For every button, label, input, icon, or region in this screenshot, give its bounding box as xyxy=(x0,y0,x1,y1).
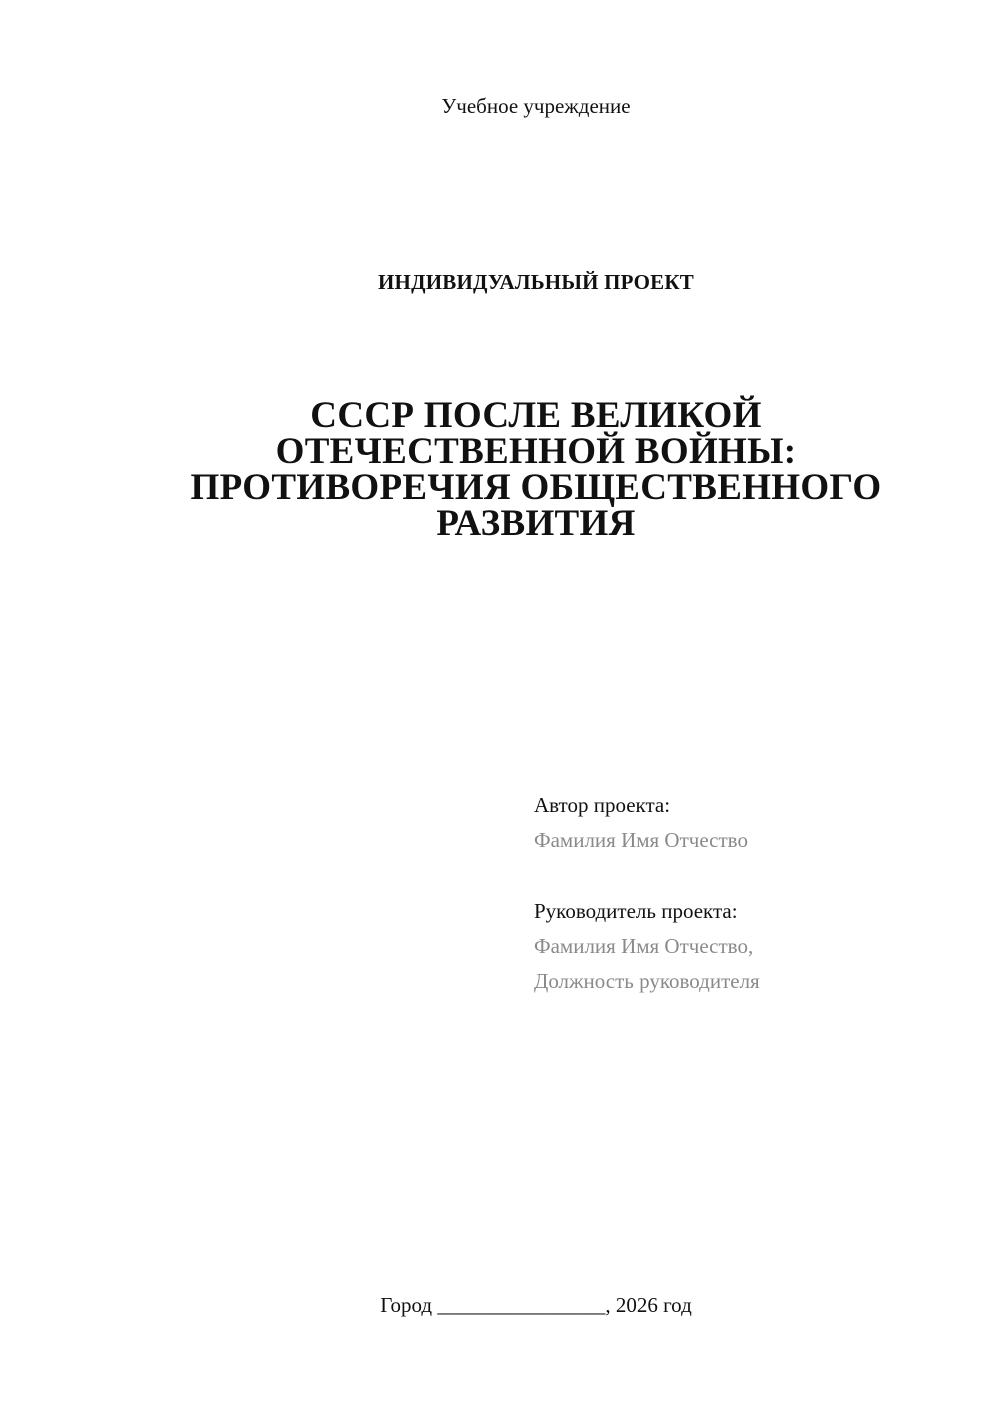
city-year-line: Город ________________, 2026 год xyxy=(380,1293,692,1317)
title-line: ПРОТИВОРЕЧИЯ ОБЩЕСТВЕННОГО xyxy=(190,467,882,508)
author-label: Автор проекта: xyxy=(534,793,671,817)
title-line: СССР ПОСЛЕ ВЕЛИКОЙ xyxy=(310,395,762,436)
title-line: ОТЕЧЕСТВЕННОЙ ВОЙНЫ: xyxy=(275,431,797,472)
authors-block xyxy=(534,788,974,999)
institution-name: Учебное учреждение xyxy=(441,94,631,118)
supervisor-position: Должность руководителя xyxy=(534,969,760,993)
title-line: РАЗВИТИЯ xyxy=(436,503,636,544)
project-title xyxy=(0,395,1000,544)
spacer xyxy=(534,858,974,894)
supervisor-label: Руководитель проекта: xyxy=(534,899,738,923)
author-name: Фамилия Имя Отчество xyxy=(534,828,748,852)
supervisor-name: Фамилия Имя Отчество, xyxy=(534,934,754,958)
document-type: ИНДИВИДУАЛЬНЫЙ ПРОЕКТ xyxy=(378,270,694,294)
